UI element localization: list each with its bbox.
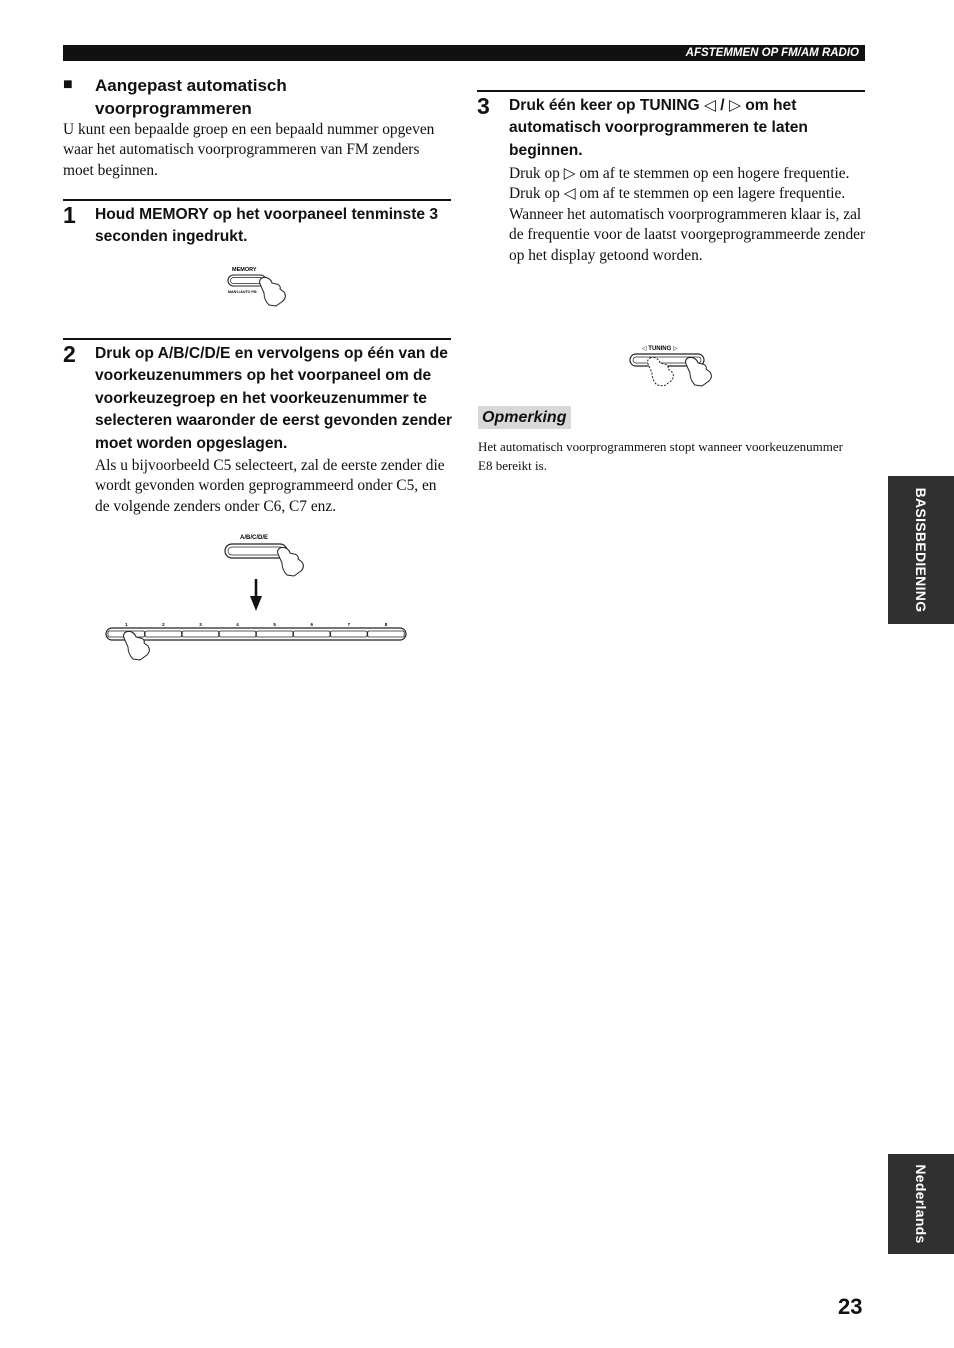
preset-number-label: 2 xyxy=(162,622,165,627)
preset-number-label: 1 xyxy=(124,622,128,627)
chapter-tab xyxy=(888,476,954,624)
preset-key[interactable] xyxy=(145,631,182,637)
language-tab-label: Nederlands xyxy=(913,1164,929,1244)
memory-button-sublabel: MAN'L/AUTO FM xyxy=(228,290,257,294)
step-1-title: Houd MEMORY op het voorpaneel tenminste 3 seconden ingedrukt. xyxy=(95,206,439,246)
section-intro: U kunt een bepaalde groep en een bepaald nummer opgeven waar het automatisch voorprogrammeren van FM zenders moet beginnen. xyxy=(63,121,435,179)
step-2-number: 2 xyxy=(63,341,76,367)
step-3-line-finish: Wanneer het automatisch voorprogrammeren klaar is, zal de frequentie voor de laatst voorgeprogrammeerde zender op het display getoond worden. xyxy=(509,205,866,264)
preset-number-label: 8 xyxy=(384,622,388,627)
preset-number-label: 6 xyxy=(310,622,314,627)
pressing-finger-icon xyxy=(260,277,286,306)
note-text: Het automatisch voorprogrammeren stopt wanneer voorkeuzenummer E8 bereikt is. xyxy=(478,439,843,473)
pressing-finger-icon xyxy=(124,631,150,660)
preset-key[interactable] xyxy=(368,631,405,637)
preset-number-label: 3 xyxy=(199,622,202,627)
step-3-line-higher: Druk op ▷ om af te stemmen op een hogere frequentie. xyxy=(509,165,850,182)
chapter-tab-label: BASISBEDIENING xyxy=(913,487,929,613)
step-3-rule xyxy=(477,90,865,92)
language-tab xyxy=(888,1154,954,1254)
pressing-finger-icon xyxy=(278,547,304,576)
preset-key[interactable] xyxy=(331,631,368,637)
header-bar xyxy=(63,45,865,61)
preset-key[interactable] xyxy=(256,631,293,637)
preset-key[interactable] xyxy=(294,631,331,637)
section-bullet: ■ xyxy=(63,76,73,93)
step-3-title: Druk één keer op TUNING ◁ / ▷ om het automatisch voorprogrammeren te laten beginnen. xyxy=(509,97,808,159)
pressing-finger-right-icon xyxy=(686,357,712,386)
tuning-button-label: ◁ TUNING ▷ xyxy=(642,346,678,352)
step-1-number: 1 xyxy=(63,202,76,228)
preset-number-label: 5 xyxy=(273,622,276,627)
tuning-button-figure xyxy=(624,338,720,388)
memory-button-figure xyxy=(222,262,292,308)
step-2-title: Druk op A/B/C/D/E en vervolgens op één van de voorkeuzenummers op het voorpaneel om de voorkeuzegroep en het voorkeuzenummer te selecteren waaronder de eerst gevonden zender moet worden opgeslagen. xyxy=(95,345,453,452)
preset-key[interactable] xyxy=(219,631,256,637)
preset-key[interactable] xyxy=(182,631,219,637)
step-2-body: Als u bijvoorbeeld C5 selecteert, zal de eerste zender die wordt gevonden worden geprogrammeerd onder C5, en de volgende zenders onder C6, C7 enz. xyxy=(95,457,445,515)
section-header-label: AFSTEMMEN OP FM/AM RADIO xyxy=(685,47,859,59)
pressing-finger-left-icon xyxy=(648,357,674,386)
step-3-body xyxy=(509,164,867,266)
step-3-line-lower: Druk op ◁ om af te stemmen op een lagere frequentie. xyxy=(509,185,846,203)
preset-number-label: 4 xyxy=(236,622,239,627)
step-2-rule xyxy=(63,338,451,340)
abcde-button-label: A/B/C/D/E xyxy=(240,535,269,541)
note-label: Opmerking xyxy=(478,406,571,429)
step-3-number: 3 xyxy=(477,93,490,119)
memory-button-label: MEMORY xyxy=(232,267,257,273)
preset-selection-figure xyxy=(100,528,412,664)
section-title: Aangepast automatisch voorprogrammeren xyxy=(95,76,287,118)
page-number: 23 xyxy=(838,1294,863,1319)
step-1-rule xyxy=(63,199,451,201)
down-arrow-icon xyxy=(250,579,262,611)
preset-number-label: 7 xyxy=(347,622,351,627)
